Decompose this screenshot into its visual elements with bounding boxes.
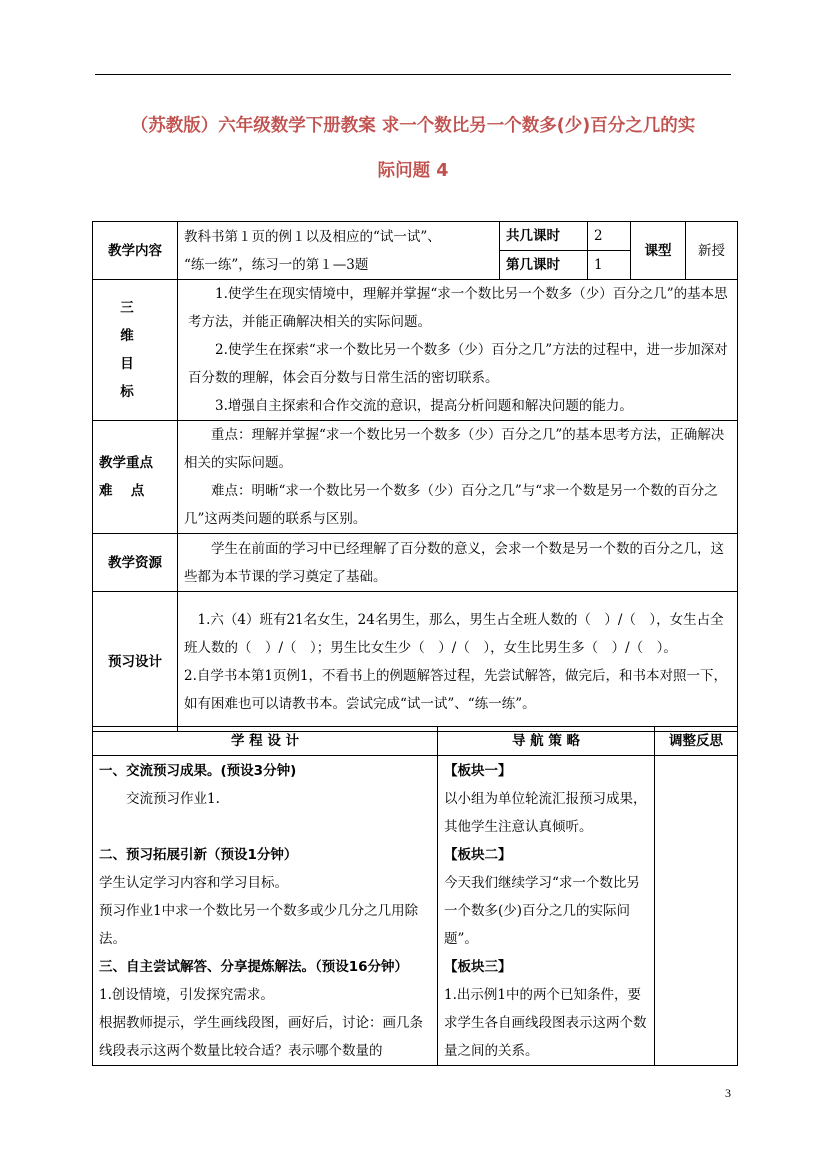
header-rule <box>95 74 731 75</box>
strategy-line: 以小组为单位轮流汇报预习成果，其他学生注意认真倾听。 <box>444 791 647 835</box>
strategy-header: 导 航 策 略 <box>438 727 655 756</box>
keypoints-label: 教学重点 难 点 <box>93 421 178 534</box>
difficult-point: 难点：明晰“求一个数比另一个数多（少）百分之几”与“求一个数是另一个数的百分之几”这两类问题的联系与区别。 <box>184 483 718 527</box>
reflection-header: 调整反思 <box>655 727 738 756</box>
lesson-process-table <box>92 726 738 1066</box>
reflection-content <box>655 756 738 1066</box>
strategy-line: 今天我们继续学习“求一个数比另一个数多(少)百分之几的实际问题”。 <box>444 875 640 947</box>
preview-item-1: 1.六（4）班有21名女生，24名男生，那么，男生占全班人数的（ ）/（ ），女生占全班人数的（ ）/（ ）；男生比女生少（ ）/（ ），女生比男生多（ ）/（ ）。 <box>184 611 724 656</box>
process-header: 学 程 设 计 <box>93 727 438 756</box>
process-line: 交流预习作业1. <box>126 791 220 807</box>
strategy-line: 【板块三】 <box>444 959 512 975</box>
key-point: 重点：理解并掌握“求一个数比另一个数多（少）百分之几”的基本思考方法，正确解决相关的实际问题。 <box>184 427 725 471</box>
process-line: 预习作业1中求一个数比另一个数多或少几分之几用除法。 <box>99 903 419 947</box>
nth-session-label: 第几课时 <box>500 251 588 280</box>
goals-label: 三 维 目 标 <box>93 280 178 421</box>
content-line1: 教科书第１页的例１以及相应的“试一试”、 <box>184 228 441 245</box>
strategy-line: 【板块一】 <box>444 763 512 779</box>
strategy-content <box>438 756 655 1066</box>
strategy-line: 【板块二】 <box>444 847 512 863</box>
preview-content <box>178 592 738 732</box>
page-number: 3 <box>725 1086 731 1100</box>
content-label: 教学内容 <box>93 222 178 280</box>
type-label: 课型 <box>631 222 686 280</box>
keypoints-content <box>178 421 738 534</box>
preview-label: 预习设计 <box>93 592 178 732</box>
total-sessions-value: 2 <box>588 222 631 251</box>
process-line: 二、预习拓展引新（预设1分钟） <box>99 847 298 863</box>
document-title-line2: 际问题 4 <box>377 161 449 181</box>
type-value: 新授 <box>686 222 738 280</box>
process-line-blank <box>99 813 431 841</box>
process-line: 学生认定学习内容和学习目标。 <box>99 875 288 891</box>
process-line: 根据教师提示，学生画线段图，画好后，讨论：画几条线段表示这两个数量比较合适？表示哪个数量的 <box>99 1015 423 1059</box>
strategy-line: 1.出示例1中的两个已知条件，要求学生各自画线段图表示这两个数量之间的关系。 <box>444 987 647 1059</box>
goal-item-2: 2.使学生在探索“求一个数比另一个数多（少）百分之几”方法的过程中，进一步加深对百分数的理解，体会百分数与日常生活的密切联系。 <box>188 342 728 386</box>
content-cell <box>178 222 500 280</box>
document-title-line1: （苏教版）六年级数学下册教案 求一个数比另一个数多(少)百分之几的实 <box>130 116 696 136</box>
lesson-info-table <box>92 221 738 732</box>
resources-label: 教学资源 <box>93 534 178 592</box>
goal-item-1: 1.使学生在现实情境中，理解并掌握“求一个数比另一个数多（少）百分之几”的基本思考方法，并能正确解决相关的实际问题。 <box>188 286 728 330</box>
process-line: 三、自主尝试解答、分享提炼解法。（预设16分钟） <box>99 959 409 975</box>
nth-session-value: 1 <box>588 251 631 280</box>
goals-content <box>178 280 738 421</box>
process-content <box>93 756 438 1066</box>
content-line2: “练一练”，练习一的第１—3题 <box>184 256 369 273</box>
total-sessions-label: 共几课时 <box>500 222 588 251</box>
goal-item-3: 3.增强自主探索和合作交流的意识，提高分析问题和解决问题的能力。 <box>215 398 633 414</box>
resources-content: 学生在前面的学习中已经理解了百分数的意义，会求一个数是另一个数的百分之几，这些都为本节课的学习奠定了基础。 <box>178 534 738 592</box>
process-line: 一、交流预习成果。(预设3分钟) <box>99 763 297 779</box>
preview-item-2: 2.自学书本第1页例1，不看书上的例题解答过程，先尝试解答，做完后，和书本对照一下，如有困难也可以请教书本。尝试完成“试一试”、“练一练”。 <box>184 667 728 712</box>
process-line: 1.创设情境，引发探究需求。 <box>99 987 274 1003</box>
